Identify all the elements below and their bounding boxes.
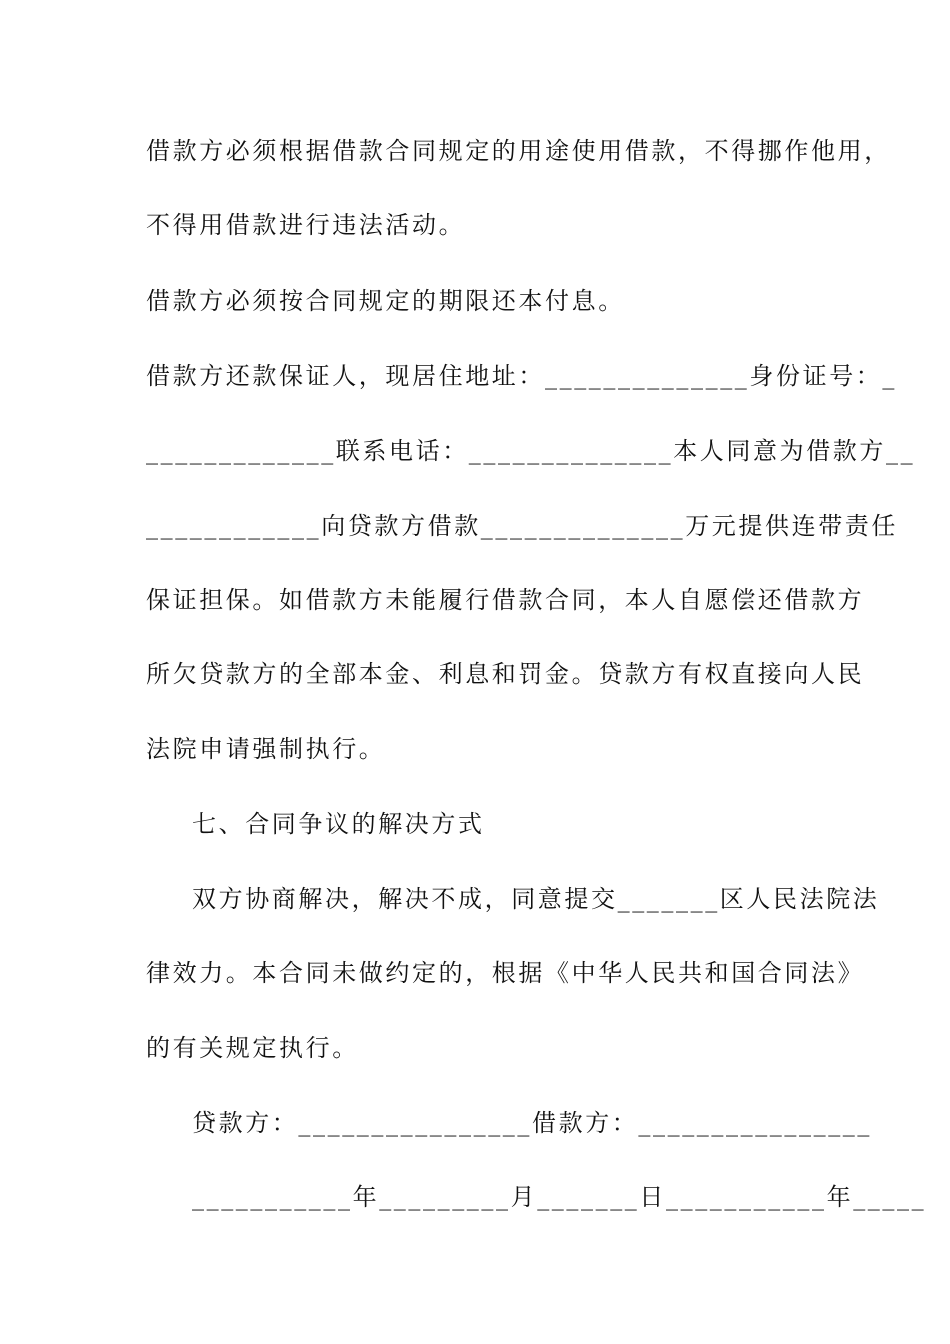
section-heading: 七、合同争议的解决方式 — [192, 810, 485, 838]
signature-line: 贷款方：________________借款方：________________ — [192, 1109, 872, 1137]
guarantor-address-line: 借款方还款保证人，现居住地址：______________身份证号：_ — [146, 362, 897, 390]
date-line: ___________年_________月_______日___________年_____ — [192, 1183, 927, 1211]
paragraph-line: 保证担保。如借款方未能履行借款合同，本人自愿偿还借款方 — [146, 586, 865, 614]
paragraph-line: 借款方必须按合同规定的期限还本付息。 — [146, 287, 625, 315]
dispute-resolution-line: 双方协商解决，解决不成，同意提交_______区人民法院法 — [192, 885, 880, 913]
paragraph-line: 的有关规定执行。 — [146, 1034, 359, 1062]
paragraph-line: 所欠贷款方的全部本金、利息和罚金。贷款方有权直接向人民 — [146, 660, 865, 688]
loan-amount-line: ____________向贷款方借款______________万元提供连带责任 — [146, 512, 898, 540]
paragraph-line: 法院申请强制执行。 — [146, 735, 386, 763]
paragraph-line: 律效力。本合同未做约定的，根据《中华人民共和国合同法》 — [146, 959, 865, 987]
guarantor-phone-line: _____________联系电话：______________本人同意为借款方__ — [146, 437, 916, 465]
paragraph-line: 借款方必须根据借款合同规定的用途使用借款，不得挪作他用， — [146, 137, 891, 165]
paragraph-line: 不得用借款进行违法活动。 — [146, 211, 466, 239]
